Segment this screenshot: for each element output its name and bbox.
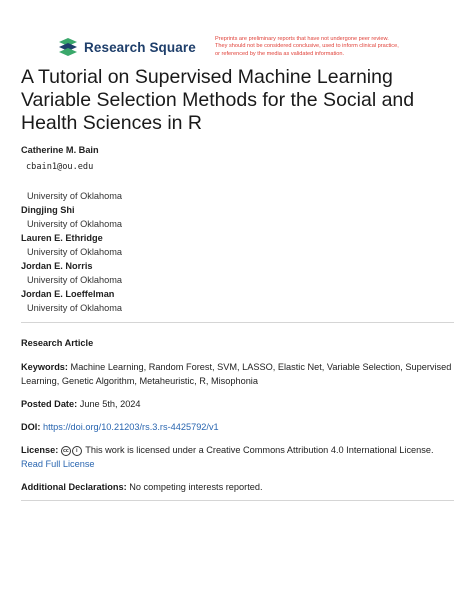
paper-title: A Tutorial on Supervised Machine Learning Variable Selection Methods for the Social and Health Sciences in R — [21, 66, 415, 134]
disclaimer-line: or referenced by the media as validated information. — [215, 50, 345, 57]
author-email[interactable]: cbain1@ou.edu — [26, 162, 94, 172]
keywords-text: Machine Learning, Random Forest, SVM, LASSO, Elastic Net, Variable Selection, Supervised Learning, Genetic Algorithm, Metaheuristic, R, Misophonia — [21, 362, 452, 386]
doi-link[interactable]: https://doi.org/10.21203/rs.3.rs-4425792/v1 — [42, 422, 219, 432]
divider — [21, 500, 454, 501]
posted-date-value: June 5th, 2024 — [79, 399, 141, 409]
research-square-logo[interactable] — [57, 37, 196, 57]
author-affiliation: University of Oklahoma — [27, 275, 122, 285]
attribution-icon: i — [72, 446, 82, 456]
research-square-logo-icon — [57, 37, 79, 57]
doi — [21, 421, 461, 435]
divider — [21, 322, 454, 323]
doi-label: DOI: — [21, 422, 41, 432]
disclaimer-line: They should not be considered conclusive, used to inform clinical practice, — [215, 43, 399, 50]
declarations-text: No competing interests reported. — [129, 482, 263, 492]
author-affiliation: University of Oklahoma — [27, 303, 122, 313]
posted-date-label: Posted Date: — [21, 399, 78, 409]
creative-commons-icon: cc — [61, 446, 71, 456]
author-affiliation: University of Oklahoma — [27, 191, 122, 201]
keywords — [21, 361, 461, 388]
license — [21, 444, 461, 471]
keywords-label: Keywords: — [21, 362, 68, 372]
author-name: Jordan E. Loeffelman — [21, 289, 115, 299]
author-name: Catherine M. Bain — [21, 145, 99, 155]
read-full-license-link[interactable]: Read Full License — [21, 458, 95, 469]
author-list — [21, 143, 461, 315]
page-header — [0, 0, 474, 66]
preprint-disclaimer — [215, 36, 455, 58]
article-type-label: Research Article — [21, 338, 94, 348]
license-text: This work is licensed under a Creative Commons Attribution 4.0 International License. — [85, 445, 434, 455]
author-affiliation: University of Oklahoma — [27, 219, 122, 229]
author-name: Dingjing Shi — [21, 205, 75, 215]
author-name: Jordan E. Norris — [21, 261, 93, 271]
additional-declarations — [21, 481, 461, 495]
author-name: Lauren E. Ethridge — [21, 233, 103, 243]
disclaimer-line: Preprints are preliminary reports that have not undergone peer review. — [215, 36, 389, 42]
declarations-label: Additional Declarations: — [21, 482, 127, 492]
author-affiliation: University of Oklahoma — [27, 247, 122, 257]
article-type — [21, 337, 461, 351]
license-label: License: — [21, 445, 59, 455]
logo-text: Research Square — [84, 39, 196, 55]
posted-date — [21, 398, 461, 412]
